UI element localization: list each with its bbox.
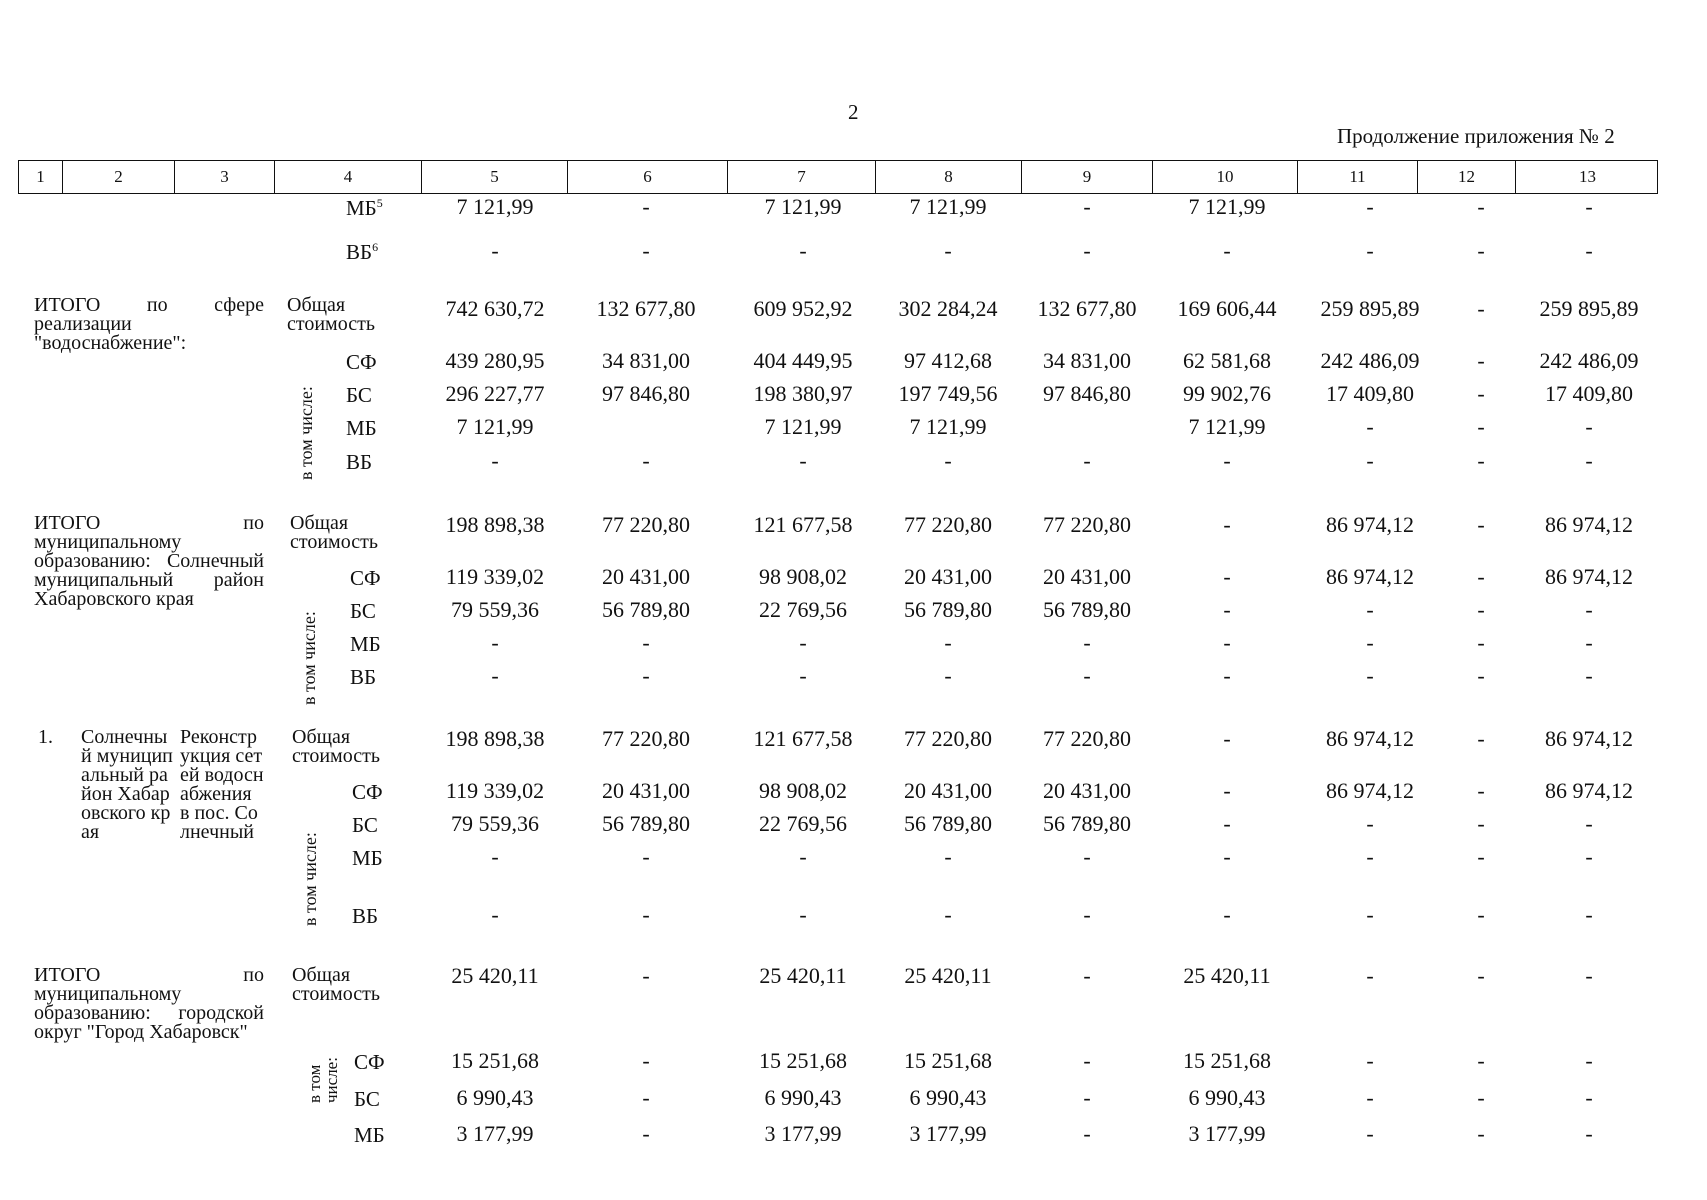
header-col-5: 5 <box>421 161 567 193</box>
section-2-row-2-col-9: - <box>1083 844 1091 869</box>
section-2-row-3-col-10: - <box>1223 902 1231 927</box>
section-2-row-1-col-11: - <box>1366 811 1374 836</box>
section-3-row-1-col-10: 6 990,43 <box>1188 1085 1266 1110</box>
section-0-total-col-8: 302 284,24 <box>898 296 998 321</box>
section-3-total-col-9: - <box>1083 963 1091 988</box>
section-3-row-1-col-5: 6 990,43 <box>456 1085 534 1110</box>
section-2-row-3-col-5: - <box>491 902 499 927</box>
header-col-4: 4 <box>274 161 421 193</box>
section-0-row-2-col-11: - <box>1366 414 1374 439</box>
header-col-7: 7 <box>727 161 875 193</box>
section-0-row-0-col-8: 97 412,68 <box>904 348 992 373</box>
section-0-row-1-col-5: 296 227,77 <box>445 381 545 406</box>
section-0-row-1-col-6: 97 846,80 <box>602 381 690 406</box>
section-title: ИТОГО по муниципальному образованию: городской округ "Город Хабаровск" <box>34 964 264 1043</box>
funding-source-label: ВБ <box>346 450 373 474</box>
row-label-mb <box>346 196 383 221</box>
section-2-row-3-col-8: - <box>944 902 952 927</box>
section-2-row-0-col-9: 20 431,00 <box>1043 778 1131 803</box>
total-cost-label: Общая стоимость <box>292 726 380 767</box>
top-row-1-col-6: - <box>642 238 650 263</box>
funding-source-label: ВБ <box>352 904 379 928</box>
section-1-row-0-col-11: 86 974,12 <box>1326 564 1414 589</box>
section-0-row-1-col-9: 97 846,80 <box>1043 381 1131 406</box>
section-0-row-3-col-13: - <box>1585 448 1593 473</box>
section-0-row-0-col-11: 242 486,09 <box>1320 348 1420 373</box>
funding-source-label: МБ <box>346 416 377 440</box>
section-3-row-0-col-9: - <box>1083 1048 1091 1073</box>
including-vertical-label: в том числе: <box>296 386 316 480</box>
section-2-row-3-col-11: - <box>1366 902 1374 927</box>
top-row-0-col-8: 7 121,99 <box>909 194 987 219</box>
section-3-row-0-col-11: - <box>1366 1048 1374 1073</box>
header-col-6: 6 <box>567 161 727 193</box>
item-project-name: Реконструкция сетей водоснабжения в пос. Солнечный <box>180 726 264 843</box>
section-2-row-0-col-8: 20 431,00 <box>904 778 992 803</box>
section-1-row-3-col-5: - <box>491 663 499 688</box>
section-2-row-3-col-7: - <box>799 902 807 927</box>
section-0-row-3-col-7: - <box>799 448 807 473</box>
section-0-row-0-col-7: 404 449,95 <box>753 348 853 373</box>
section-2-row-2-col-11: - <box>1366 844 1374 869</box>
including-vertical-label: в том числе: <box>305 1057 341 1103</box>
section-1-row-1-col-9: 56 789,80 <box>1043 597 1131 622</box>
funding-source-label: МБ <box>354 1123 385 1147</box>
section-1-row-0-col-12: - <box>1477 564 1485 589</box>
section-title: ИТОГО по муниципальному образованию: Солнечный муниципальный район Хабаровского края <box>34 512 264 610</box>
section-3-row-1-col-11: - <box>1366 1085 1374 1110</box>
section-2-total-col-6: 77 220,80 <box>602 726 690 751</box>
section-2-row-1-col-9: 56 789,80 <box>1043 811 1131 836</box>
including-vertical-label: в том числе: <box>299 611 319 705</box>
top-row-1-col-5: - <box>491 238 499 263</box>
section-3-row-0-col-5: 15 251,68 <box>451 1048 539 1073</box>
section-1-total-col-9: 77 220,80 <box>1043 512 1131 537</box>
funding-source-label: БС <box>352 813 378 837</box>
section-1-row-2-col-13: - <box>1585 630 1593 655</box>
section-1-row-2-col-11: - <box>1366 630 1374 655</box>
section-3-total-col-13: - <box>1585 963 1593 988</box>
section-0-total-col-10: 169 606,44 <box>1177 296 1277 321</box>
section-2-row-1-col-12: - <box>1477 811 1485 836</box>
section-3-row-1-col-6: - <box>642 1085 650 1110</box>
section-2-total-col-5: 198 898,38 <box>445 726 545 751</box>
section-3-total-col-12: - <box>1477 963 1485 988</box>
section-1-row-1-col-12: - <box>1477 597 1485 622</box>
header-col-8: 8 <box>875 161 1021 193</box>
section-3-row-1-col-9: - <box>1083 1085 1091 1110</box>
section-0-total-col-6: 132 677,80 <box>596 296 696 321</box>
section-title: ИТОГО по сфере реализации "водоснабжение": <box>34 294 264 354</box>
total-cost-label: Общая стоимость <box>290 512 378 553</box>
section-1-row-0-col-6: 20 431,00 <box>602 564 690 589</box>
section-1-row-3-col-7: - <box>799 663 807 688</box>
funding-source-label: СФ <box>346 350 377 374</box>
section-1-row-0-col-13: 86 974,12 <box>1545 564 1633 589</box>
section-3-total-col-5: 25 420,11 <box>451 963 539 988</box>
section-3-total-col-10: 25 420,11 <box>1183 963 1271 988</box>
section-0-row-3-col-6: - <box>642 448 650 473</box>
top-row-1-col-7: - <box>799 238 807 263</box>
section-3-row-2-col-8: 3 177,99 <box>909 1121 987 1146</box>
section-2-row-1-col-7: 22 769,56 <box>759 811 847 836</box>
section-2-total-col-8: 77 220,80 <box>904 726 992 751</box>
section-1-row-0-col-7: 98 908,02 <box>759 564 847 589</box>
section-1-row-0-col-9: 20 431,00 <box>1043 564 1131 589</box>
section-0-row-3-col-12: - <box>1477 448 1485 473</box>
column-number-header <box>18 160 1658 194</box>
section-1-row-3-col-9: - <box>1083 663 1091 688</box>
total-cost-label: Общая стоимость <box>292 964 380 1005</box>
section-1-row-3-col-12: - <box>1477 663 1485 688</box>
section-3-row-1-col-7: 6 990,43 <box>764 1085 842 1110</box>
section-2-total-col-12: - <box>1477 726 1485 751</box>
section-1-row-3-col-6: - <box>642 663 650 688</box>
section-1-row-2-col-8: - <box>944 630 952 655</box>
section-3-row-2-col-10: 3 177,99 <box>1188 1121 1266 1146</box>
section-2-row-3-col-12: - <box>1477 902 1485 927</box>
top-row-0-col-9: - <box>1083 194 1091 219</box>
top-row-0-col-6: - <box>642 194 650 219</box>
section-3-row-2-col-13: - <box>1585 1121 1593 1146</box>
section-2-row-1-col-8: 56 789,80 <box>904 811 992 836</box>
section-2-row-3-col-13: - <box>1585 902 1593 927</box>
funding-source-label: СФ <box>354 1050 385 1074</box>
funding-source-label: ВБ <box>350 665 377 689</box>
section-1-total-col-13: 86 974,12 <box>1545 512 1633 537</box>
page-number: 2 <box>848 100 859 124</box>
section-1-row-1-col-11: - <box>1366 597 1374 622</box>
row-label-vb <box>346 240 378 265</box>
section-0-total-col-12: - <box>1477 296 1485 321</box>
section-2-row-2-col-7: - <box>799 844 807 869</box>
section-1-row-1-col-7: 22 769,56 <box>759 597 847 622</box>
section-0-row-0-col-9: 34 831,00 <box>1043 348 1131 373</box>
section-0-row-2-col-10: 7 121,99 <box>1188 414 1266 439</box>
section-1-row-2-col-12: - <box>1477 630 1485 655</box>
footnote-marker: 6 <box>372 240 379 254</box>
section-1-total-col-6: 77 220,80 <box>602 512 690 537</box>
section-0-row-1-col-11: 17 409,80 <box>1326 381 1414 406</box>
section-1-row-1-col-8: 56 789,80 <box>904 597 992 622</box>
section-1-total-col-11: 86 974,12 <box>1326 512 1414 537</box>
section-1-row-1-col-10: - <box>1223 597 1231 622</box>
section-1-row-2-col-6: - <box>642 630 650 655</box>
section-2-row-1-col-6: 56 789,80 <box>602 811 690 836</box>
section-3-total-col-6: - <box>642 963 650 988</box>
section-2-row-2-col-12: - <box>1477 844 1485 869</box>
section-0-row-0-col-13: 242 486,09 <box>1539 348 1639 373</box>
top-row-0-col-11: - <box>1366 194 1374 219</box>
section-1-row-1-col-6: 56 789,80 <box>602 597 690 622</box>
footnote-marker: 5 <box>376 196 383 210</box>
section-2-total-col-7: 121 677,58 <box>753 726 853 751</box>
section-0-total-col-9: 132 677,80 <box>1037 296 1137 321</box>
top-row-1-col-9: - <box>1083 238 1091 263</box>
top-row-0-col-10: 7 121,99 <box>1188 194 1266 219</box>
section-2-row-3-col-6: - <box>642 902 650 927</box>
section-3-row-2-col-12: - <box>1477 1121 1485 1146</box>
section-2-row-0-col-5: 119 339,02 <box>445 778 545 803</box>
section-0-row-1-col-13: 17 409,80 <box>1545 381 1633 406</box>
top-row-1-col-11: - <box>1366 238 1374 263</box>
section-2-row-2-col-10: - <box>1223 844 1231 869</box>
section-3-row-0-col-7: 15 251,68 <box>759 1048 847 1073</box>
section-0-row-0-col-10: 62 581,68 <box>1183 348 1271 373</box>
section-2-total-col-11: 86 974,12 <box>1326 726 1414 751</box>
section-1-row-1-col-13: - <box>1585 597 1593 622</box>
header-col-10: 10 <box>1152 161 1297 193</box>
header-col-9: 9 <box>1021 161 1152 193</box>
section-2-row-0-col-13: 86 974,12 <box>1545 778 1633 803</box>
section-1-row-3-col-10: - <box>1223 663 1231 688</box>
header-col-1: 1 <box>36 167 45 186</box>
top-row-1-col-10: - <box>1223 238 1231 263</box>
section-0-row-3-col-8: - <box>944 448 952 473</box>
section-0-row-1-col-7: 198 380,97 <box>753 381 853 406</box>
top-row-0-col-12: - <box>1477 194 1485 219</box>
item-municipality: Солнечный муниципальный район Хабаровского края <box>81 726 173 843</box>
section-0-row-3-col-9: - <box>1083 448 1091 473</box>
section-3-row-2-col-6: - <box>642 1121 650 1146</box>
section-3-row-2-col-7: 3 177,99 <box>764 1121 842 1146</box>
header-col-3: 3 <box>174 161 274 193</box>
section-0-row-1-col-8: 197 749,56 <box>898 381 998 406</box>
funding-source-label: МБ <box>352 846 383 870</box>
section-2-row-1-col-10: - <box>1223 811 1231 836</box>
section-3-total-col-7: 25 420,11 <box>759 963 847 988</box>
section-2-row-2-col-6: - <box>642 844 650 869</box>
section-2-row-0-col-10: - <box>1223 778 1231 803</box>
section-0-total-col-5: 742 630,72 <box>445 296 545 321</box>
section-0-row-2-col-13: - <box>1585 414 1593 439</box>
section-1-total-col-5: 198 898,38 <box>445 512 545 537</box>
section-0-row-2-col-5: 7 121,99 <box>456 414 534 439</box>
funding-source-label: СФ <box>350 566 381 590</box>
section-3-row-1-col-8: 6 990,43 <box>909 1085 987 1110</box>
top-row-1-col-13: - <box>1585 238 1593 263</box>
section-2-row-1-col-13: - <box>1585 811 1593 836</box>
section-3-row-2-col-5: 3 177,99 <box>456 1121 534 1146</box>
top-row-0-col-5: 7 121,99 <box>456 194 534 219</box>
section-0-row-2-col-7: 7 121,99 <box>764 414 842 439</box>
funding-source-label: БС <box>350 599 376 623</box>
header-col-11: 11 <box>1297 161 1417 193</box>
section-1-total-col-10: - <box>1223 512 1231 537</box>
top-row-0-col-7: 7 121,99 <box>764 194 842 219</box>
appendix-continuation-title: Продолжение приложения № 2 <box>1337 124 1615 148</box>
section-3-row-0-col-8: 15 251,68 <box>904 1048 992 1073</box>
section-0-row-0-col-5: 439 280,95 <box>445 348 545 373</box>
section-1-row-3-col-8: - <box>944 663 952 688</box>
section-2-row-2-col-8: - <box>944 844 952 869</box>
funding-source-label: БС <box>346 383 372 407</box>
section-2-row-1-col-5: 79 559,36 <box>451 811 539 836</box>
top-row-0-col-13: - <box>1585 194 1593 219</box>
section-1-row-3-col-13: - <box>1585 663 1593 688</box>
section-0-row-2-col-8: 7 121,99 <box>909 414 987 439</box>
section-2-row-0-col-6: 20 431,00 <box>602 778 690 803</box>
section-1-row-2-col-9: - <box>1083 630 1091 655</box>
section-2-row-3-col-9: - <box>1083 902 1091 927</box>
section-1-row-2-col-5: - <box>491 630 499 655</box>
funding-source-label: БС <box>354 1087 380 1111</box>
item-number: 1. <box>38 726 53 748</box>
section-3-row-1-col-13: - <box>1585 1085 1593 1110</box>
section-3-total-col-8: 25 420,11 <box>904 963 992 988</box>
section-1-total-col-8: 77 220,80 <box>904 512 992 537</box>
section-3-row-2-col-9: - <box>1083 1121 1091 1146</box>
section-3-row-0-col-6: - <box>642 1048 650 1073</box>
header-col-2: 2 <box>62 161 174 193</box>
section-0-row-1-col-10: 99 902,76 <box>1183 381 1271 406</box>
top-row-1-col-12: - <box>1477 238 1485 263</box>
section-1-row-0-col-8: 20 431,00 <box>904 564 992 589</box>
section-3-row-0-col-10: 15 251,68 <box>1183 1048 1271 1073</box>
section-0-row-2-col-12: - <box>1477 414 1485 439</box>
including-vertical-label: в том числе: <box>300 832 320 926</box>
section-0-total-col-11: 259 895,89 <box>1320 296 1420 321</box>
section-2-total-col-10: - <box>1223 726 1231 751</box>
section-0-row-3-col-5: - <box>491 448 499 473</box>
section-2-row-0-col-11: 86 974,12 <box>1326 778 1414 803</box>
section-2-row-0-col-7: 98 908,02 <box>759 778 847 803</box>
funding-source-label: МБ <box>350 632 381 656</box>
section-0-row-0-col-6: 34 831,00 <box>602 348 690 373</box>
section-3-total-col-11: - <box>1366 963 1374 988</box>
top-row-1-col-8: - <box>944 238 952 263</box>
row-label-text: МБ <box>346 196 377 220</box>
section-0-total-col-7: 609 952,92 <box>753 296 853 321</box>
section-2-row-2-col-13: - <box>1585 844 1593 869</box>
funding-source-label: СФ <box>352 780 383 804</box>
header-col-12: 12 <box>1417 161 1515 193</box>
section-0-row-3-col-10: - <box>1223 448 1231 473</box>
section-1-row-0-col-10: - <box>1223 564 1231 589</box>
section-1-row-1-col-5: 79 559,36 <box>451 597 539 622</box>
section-1-row-3-col-11: - <box>1366 663 1374 688</box>
section-0-row-3-col-11: - <box>1366 448 1374 473</box>
section-2-total-col-13: 86 974,12 <box>1545 726 1633 751</box>
row-label-text: ВБ <box>346 240 373 264</box>
section-3-row-0-col-13: - <box>1585 1048 1593 1073</box>
section-2-row-2-col-5: - <box>491 844 499 869</box>
section-2-total-col-9: 77 220,80 <box>1043 726 1131 751</box>
section-1-total-col-7: 121 677,58 <box>753 512 853 537</box>
section-3-row-0-col-12: - <box>1477 1048 1485 1073</box>
section-1-row-2-col-10: - <box>1223 630 1231 655</box>
section-0-total-col-13: 259 895,89 <box>1539 296 1639 321</box>
section-3-row-2-col-11: - <box>1366 1121 1374 1146</box>
section-0-row-0-col-12: - <box>1477 348 1485 373</box>
total-cost-label: Общая стоимость <box>287 294 375 335</box>
section-1-row-2-col-7: - <box>799 630 807 655</box>
section-1-total-col-12: - <box>1477 512 1485 537</box>
section-3-row-1-col-12: - <box>1477 1085 1485 1110</box>
section-0-row-1-col-12: - <box>1477 381 1485 406</box>
section-2-row-0-col-12: - <box>1477 778 1485 803</box>
section-1-row-0-col-5: 119 339,02 <box>445 564 545 589</box>
header-col-13: 13 <box>1515 161 1659 193</box>
